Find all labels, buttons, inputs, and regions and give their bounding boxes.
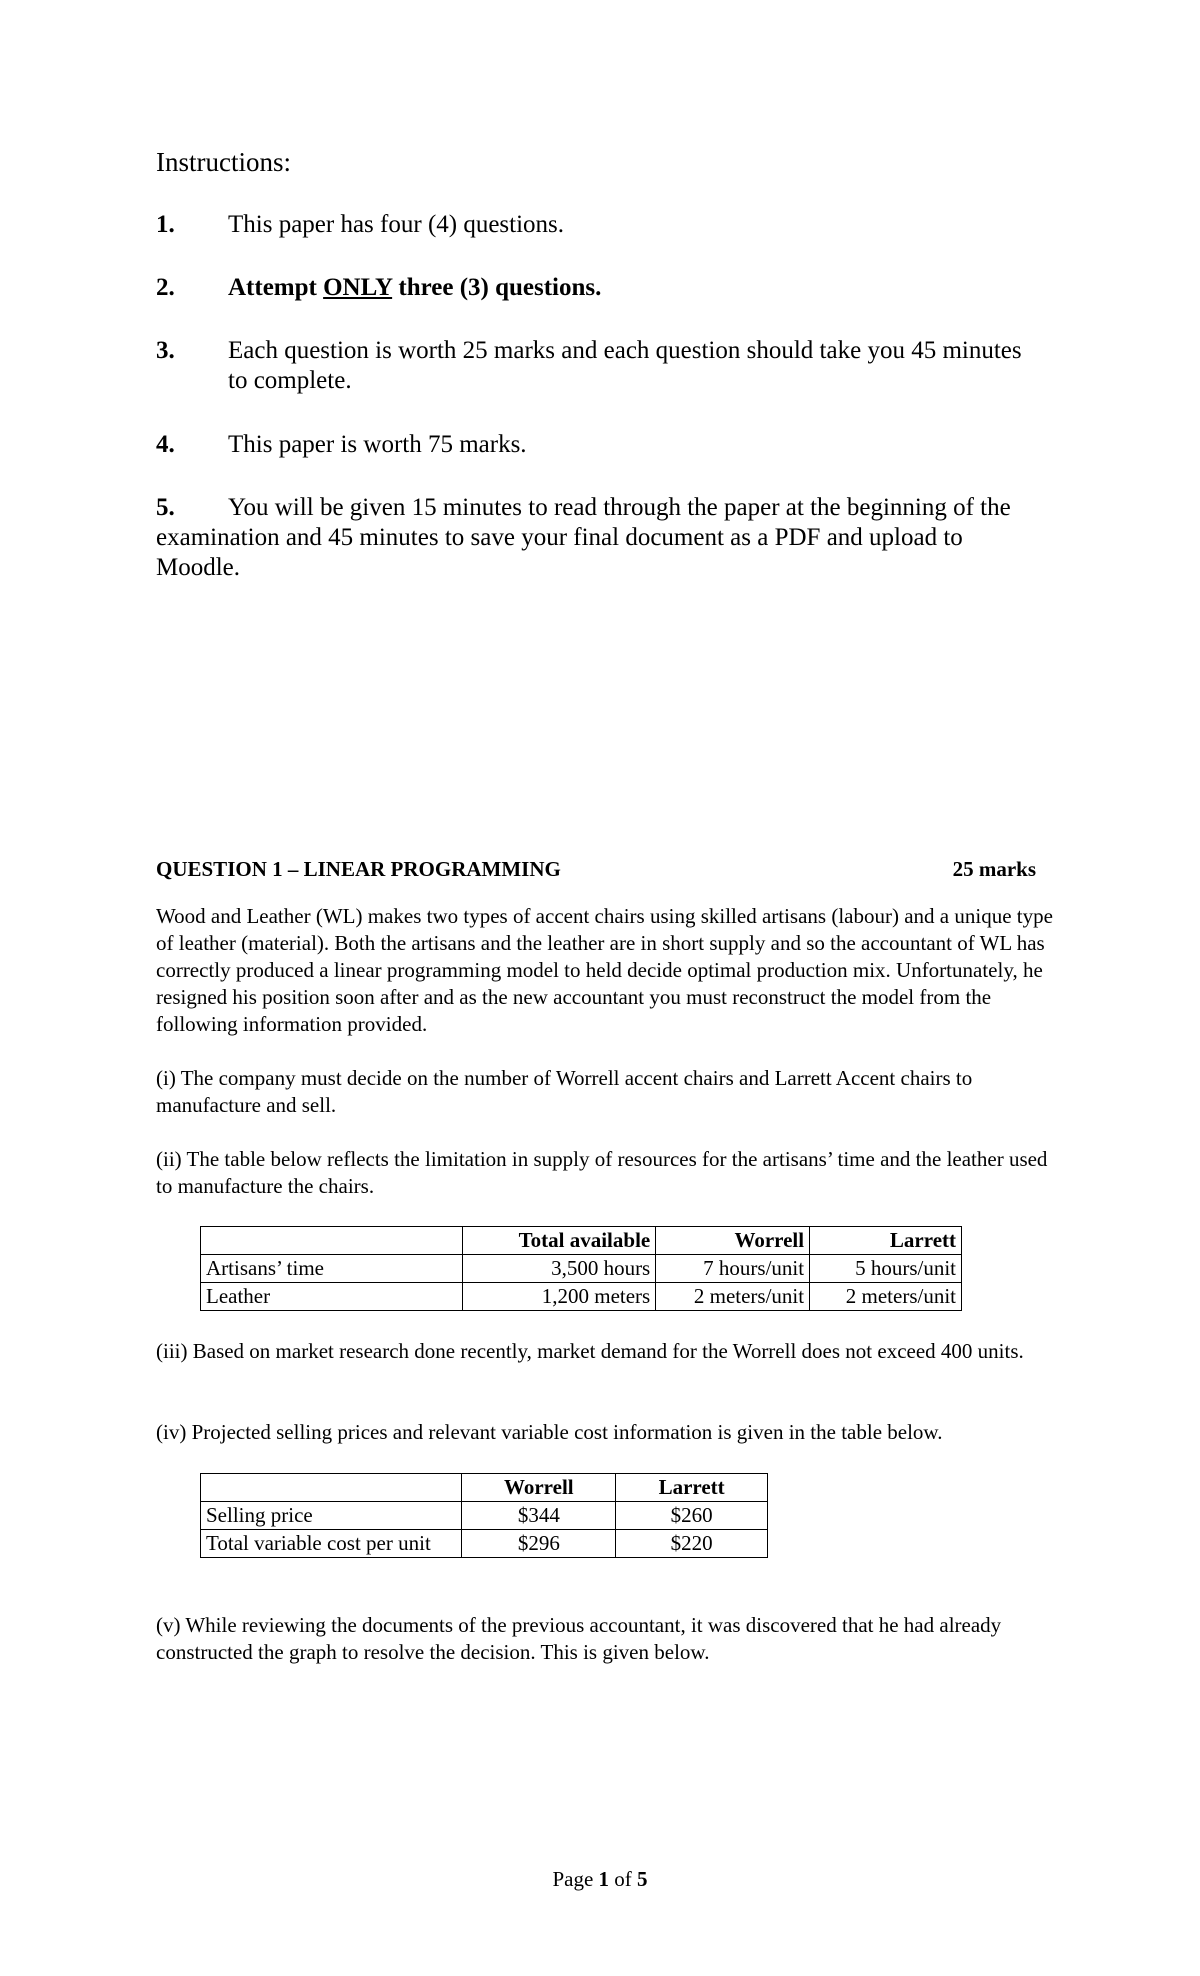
- point-ii: (ii) The table below reflects the limitation in supply of resources for the artisans’ time and the leather used to manufacture the chairs.: [156, 1147, 1048, 1198]
- resource-table: [200, 1226, 962, 1311]
- page-number: 1: [598, 1867, 610, 1891]
- table-header-cell: Larrett: [810, 1227, 962, 1255]
- table-row: [201, 1502, 768, 1530]
- price-cost-table: [200, 1473, 768, 1558]
- table-cell: $344: [462, 1502, 616, 1530]
- table-header-cell: [201, 1474, 462, 1502]
- table-header-cell: [201, 1227, 463, 1255]
- table-cell: Leather: [201, 1283, 463, 1311]
- table-cell: $220: [616, 1530, 768, 1558]
- point-i: (i) The company must decide on the number of Worrell accent chairs and Larrett Accent chairs to manufacture and sell.: [156, 1066, 973, 1117]
- table-row: [201, 1255, 962, 1283]
- instruction-number-2: 2.: [156, 274, 175, 301]
- instruction-text-1: This paper has four (4) questions.: [228, 211, 565, 238]
- point-iv: (iv) Projected selling prices and relevant variable cost information is given in the table below.: [156, 1420, 943, 1444]
- table-cell: 2 meters/unit: [810, 1283, 962, 1311]
- page-footer: [0, 1866, 1200, 1892]
- question-intro: Wood and Leather (WL) makes two types of accent chairs using skilled artisans (labour) and a unique type of leather (material). Both the artisans and the leather are in short supply and so the accountant of WL has correctly produced a linear programming model to held decide optimal production mix. Unfortunately, he resigned his position soon after and as the new accountant you must reconstruct the model from the following information provided.: [156, 904, 1053, 1036]
- instruction-text-5: You will be given 15 minutes to read through the paper at the beginning of the examination and 45 minutes to save your final document as a PDF and upload to Moodle.: [156, 494, 1011, 581]
- table-cell: $260: [616, 1502, 768, 1530]
- table-cell: 7 hours/unit: [656, 1255, 810, 1283]
- instruction-number-4: 4.: [156, 431, 175, 458]
- point-v: (v) While reviewing the documents of the previous accountant, it was discovered that he had already constructed the graph to resolve the decision. This is given below.: [156, 1613, 1002, 1664]
- table-cell: 2 meters/unit: [656, 1283, 810, 1311]
- table-cell: $296: [462, 1530, 616, 1558]
- instruction-2-post: three (3) questions.: [392, 274, 602, 301]
- table-cell: 5 hours/unit: [810, 1255, 962, 1283]
- page-total: 5: [637, 1867, 648, 1891]
- point-iii: (iii) Based on market research done recently, market demand for the Worrell does not exceed 400 units.: [156, 1339, 1024, 1363]
- table-cell: Selling price: [201, 1502, 462, 1530]
- instruction-number-1: 1.: [156, 211, 175, 238]
- page-label: Page: [552, 1867, 594, 1891]
- instruction-text-4: This paper is worth 75 marks.: [228, 431, 527, 458]
- table-cell: Total variable cost per unit: [201, 1530, 462, 1558]
- table-row: [201, 1474, 768, 1502]
- table-row: [201, 1227, 962, 1255]
- instruction-text-2: [228, 273, 1088, 303]
- instruction-number-3: 3.: [156, 337, 175, 364]
- instruction-text-3: Each question is worth 25 marks and each question should take you 45 minutes to complete.: [228, 337, 1022, 394]
- question-marks: 25 marks: [952, 857, 1036, 881]
- instruction-number-5: 5.: [156, 494, 175, 521]
- table-header-cell: Worrell: [656, 1227, 810, 1255]
- page-of-label: of: [614, 1867, 632, 1891]
- table-cell: 3,500 hours: [462, 1255, 656, 1283]
- table-cell: Artisans’ time: [201, 1255, 463, 1283]
- instructions-title: Instructions:: [156, 147, 291, 177]
- table-row: [201, 1530, 768, 1558]
- table-cell: 1,200 meters: [462, 1283, 656, 1311]
- table-row: [201, 1283, 962, 1311]
- table-header-cell: Worrell: [462, 1474, 616, 1502]
- table-header-cell: Total available: [462, 1227, 656, 1255]
- table-header-cell: Larrett: [616, 1474, 768, 1502]
- instruction-2-emphasis: ONLY: [323, 274, 393, 301]
- instruction-2-pre: Attempt: [228, 274, 324, 301]
- question-title: QUESTION 1 – LINEAR PROGRAMMING: [156, 857, 561, 881]
- question-heading: [156, 856, 1036, 882]
